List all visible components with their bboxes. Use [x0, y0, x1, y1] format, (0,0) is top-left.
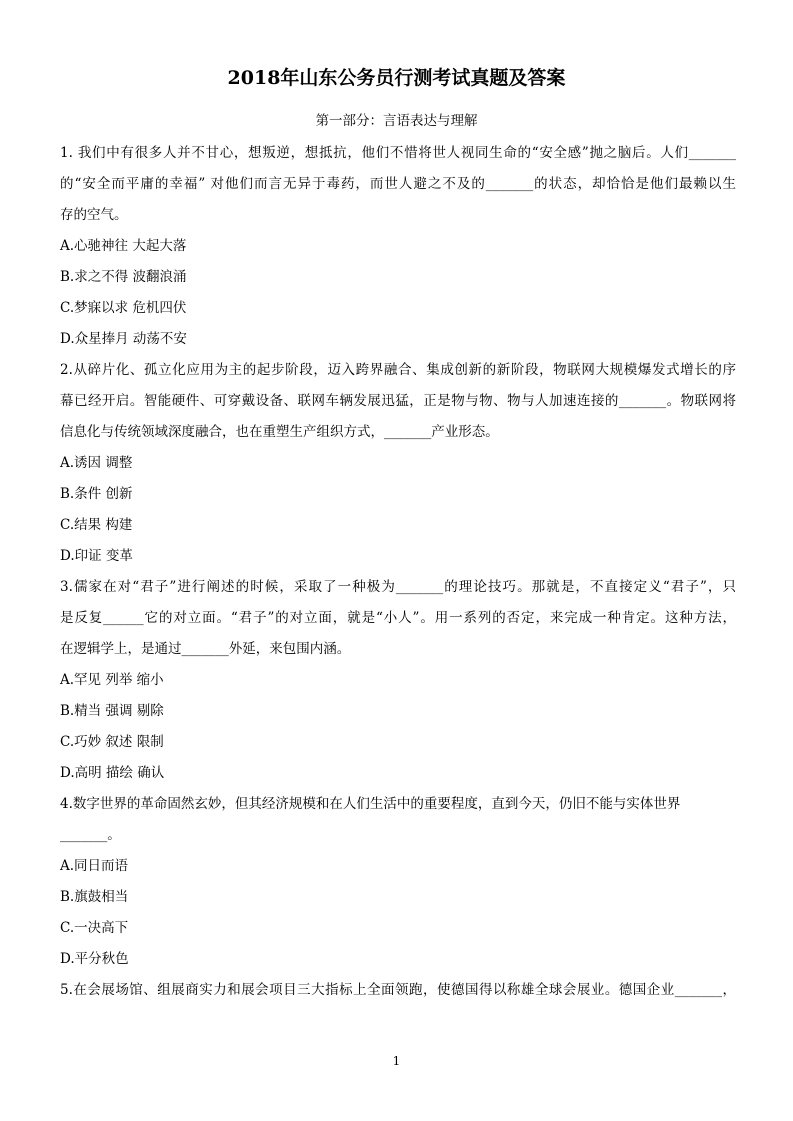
question-4-option-b: B.旗鼓相当	[60, 889, 129, 905]
question-3-option-d: D.高明 描绘 确认	[60, 765, 165, 781]
question-3-line-3: 在逻辑学上，是通过_______外延，来包围内涵。	[60, 641, 351, 657]
question-2-line-2: 幕已经开启。智能硬件、可穿戴设备、联网车辆发展迅猛，正是物与物、物与人加速连接的_______。物联网将	[60, 393, 736, 409]
question-1-option-d: D.众星捧月 动荡不安	[60, 331, 187, 347]
section-heading: 第一部分：言语表达与理解	[315, 113, 478, 129]
question-4-line-1: 4.数字世界的革命固然玄妙，但其经济规模和在人们生活中的重要程度，直到今天，仍旧不能与实体世界	[60, 796, 681, 812]
question-4-option-c: C.一决高下	[60, 920, 129, 936]
question-3-option-c: C.巧妙 叙述 限制	[60, 734, 164, 750]
question-1-option-b: B.求之不得 波翻浪涌	[60, 269, 187, 285]
question-2-option-c: C.结果 构建	[60, 517, 133, 533]
question-1-line-1: 1. 我们中有很多人并不甘心，想叛逆，想抵抗，他们不惜将世人视同生命的“安全感”抛之脑后。人们_______	[60, 145, 736, 161]
question-3-option-a: A.罕见 列举 缩小	[60, 672, 164, 688]
question-2-option-b: B.条件 创新	[60, 486, 133, 502]
question-5-line-1: 5.在会展场馆、组展商实力和展会项目三大指标上全面领跑，使德国得以称雄全球会展业。德国企业_______，	[60, 982, 736, 998]
page-number: 1	[392, 1054, 401, 1068]
question-4-line-2: _______。	[60, 827, 121, 843]
question-4-option-a: A.同日而语	[60, 858, 129, 874]
question-2-line-1: 2.从碎片化、孤立化应用为主的起步阶段，迈入跨界融合、集成创新的新阶段，物联网大规模爆发式增长的序	[60, 362, 736, 378]
question-2-option-a: A.诱因 调整	[60, 455, 133, 471]
question-1-option-c: C.梦寐以求 危机四伏	[60, 300, 187, 316]
question-3-line-1: 3.儒家在对“君子”进行阐述的时候，采取了一种极为_______的理论技巧。那就是，不直接定义“君子”，只	[60, 579, 736, 595]
question-1-line-3: 存的空气。	[60, 207, 128, 223]
question-3-line-2: 是反复______它的对立面。“君子”的对立面，就是“小人”。用一系列的否定，来完成一种肯定。这种方法，	[60, 610, 736, 626]
question-2-line-3: 信息化与传统领域深度融合，也在重塑生产组织方式，_______产业形态。	[60, 424, 499, 440]
question-2-option-d: D.印证 变革	[60, 548, 133, 564]
question-1-option-a: A.心驰神往 大起大落	[60, 238, 187, 254]
question-4-option-d: D.平分秋色	[60, 951, 129, 967]
question-1-line-2: 的“安全而平庸的幸福” 对他们而言无异于毒药，而世人避之不及的_______的状态，却恰恰是他们最赖以生	[60, 176, 736, 192]
question-3-option-b: B.精当 强调 剔除	[60, 703, 164, 719]
document-title: 2018年山东公务员行测考试真题及答案	[227, 67, 566, 89]
